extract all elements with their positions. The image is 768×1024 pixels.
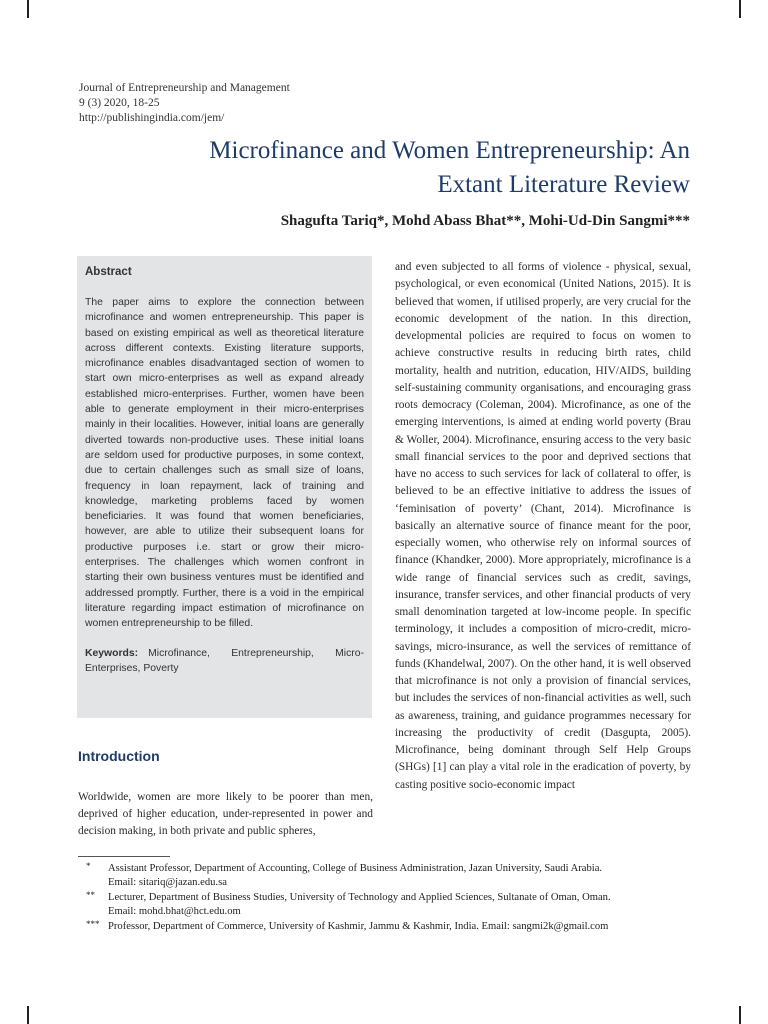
journal-issue: 9 (3) 2020, 18-25 [79, 97, 160, 109]
footnote-2-line-1: Lecturer, Department of Business Studies, University of Technology and Applied Sciences, Sultanate of Oman, Oman. [108, 892, 611, 903]
footnote-3-mark: *** [86, 919, 100, 929]
footnote-2-email[interactable]: Email: mohd.bhat@hct.edu.om [108, 906, 241, 917]
title-line-2: Extant Literature Review [437, 171, 690, 198]
footnote-2-mark: ** [86, 890, 95, 900]
footnote-1-mark: * [86, 861, 91, 871]
introduction-body: Worldwide, women are more likely to be poorer than men, deprived of higher education, under-represented in power and decision making, in both private and public spheres, [78, 791, 373, 838]
journal-info [79, 81, 290, 126]
keywords-list: Microfinance, Entrepreneurship, Micro-Enterprises, Poverty [85, 647, 364, 674]
crop-mark-top-left [27, 0, 29, 18]
introduction-heading: Introduction [78, 748, 160, 764]
crop-mark-bottom-left [27, 1006, 29, 1024]
crop-mark-top-right [739, 0, 741, 18]
journal-url[interactable]: http://publishingindia.com/jem/ [79, 112, 225, 124]
footnote-3 [78, 920, 698, 934]
journal-name: Journal of Entrepreneurship and Management [79, 82, 290, 94]
footnote-1-email[interactable]: Email: sitariq@jazan.edu.sa [108, 877, 227, 888]
footnote-rule [78, 856, 170, 857]
crop-mark-bottom-right [739, 1006, 741, 1024]
paper-title [80, 134, 690, 202]
footnote-2 [78, 891, 698, 919]
keywords-label: Keywords: [85, 647, 139, 659]
abstract-heading: Abstract [85, 266, 132, 278]
footnote-3-line-1: Professor, Department of Commerce, University of Kashmir, Jammu & Kashmir, India. Email: sangmi2k@gmail.com [108, 921, 609, 932]
abstract-body: The paper aims to explore the connection between microfinance and women entrepreneurship. This paper is based on existing empirical as well as theoretical literature across different contexts. Existing literature supports, microfinance enables disadvantaged section of women to start own micro-enterprises as well as expand already established micro-enterprises. Further, women have been able to generate employment in their micro-enterprises mainly in their localities. However, initial loans are generally diverted towards non-productive uses. These initial loans are seldom used for productive purposes, in some context, due to certain challenges such as small size of loans, frequency in loan repayment, lack of training and knowledge, marketing problems faced by women beneficiaries. It was found that women beneficiaries, however, are able to utilize their subsequent loans for productive purposes i.e. start or grow their micro-enterprises. The challenges which women confront in starting their own business ventures must be identified and addressed promptly. Further, there is a void in the empirical literature regarding impact estimation of microfinance on women entrepreneurship to be filled. [85, 297, 364, 630]
abstract-box [77, 256, 372, 718]
footnote-1 [78, 862, 698, 890]
author-list: Shagufta Tariq*, Mohd Abass Bhat**, Mohi-Ud-Din Sangmi*** [280, 213, 690, 229]
keywords [85, 646, 364, 677]
footnote-1-line-1: Assistant Professor, Department of Accounting, College of Business Administration, Jazan University, Saudi Arabia. [108, 863, 603, 874]
right-column-text: and even subjected to all forms of violence - physical, sexual, psychological, or even economical (United Nations, 2015). It is believed that women, if utilised properly, are very crucial for the economic development of the nation. In this direction, developmental policies are required to focus on women to achieve constructive results in reducing birth rates, child mortality, health and nutrition, education, HIV/AIDS, building self-sustaining community organisations, and encouraging grass roots democracy (Coleman, 2004). Microfinance, as one of the emerging interventions, is aimed at ending world poverty (Brau & Woller, 2004). Microfinance, ensuring access to the very basic small financial services to the poor and deprived sections that have no access to such services for lack of collateral to offer, is believed to be an effective initiative to address the issues of ‘feminisation of poverty’ (Chant, 2014). Microfinance is basically an alternative source of finance meant for the poor, especially women, who otherwise rely on informal sources of finance (Khandker, 2000). More appropriately, microfinance is a wide range of financial services such as credit, savings, insurance, transfer services, and other financial products of very small denomination targeted at low-income people. In specific terminology, it includes a composition of micro-credit, micro-savings, micro-insurance, as well the services of remittance of funds (Khandelwal, 2007). On the other hand, it is well observed that microfinance is not only a provision of financial services, but includes the services of non-financial activities as well, such as awareness, training, and guidance programmes necessary for increasing the productivity of credit (Dasgupta, 2005). Microfinance, being dominant through Self Help Groups (SHGs) [1] can play a vital role in the eradication of poverty, by casting positive socio-economic impact [395, 261, 691, 791]
title-line-1: Microfinance and Women Entrepreneurship: An [209, 137, 690, 164]
